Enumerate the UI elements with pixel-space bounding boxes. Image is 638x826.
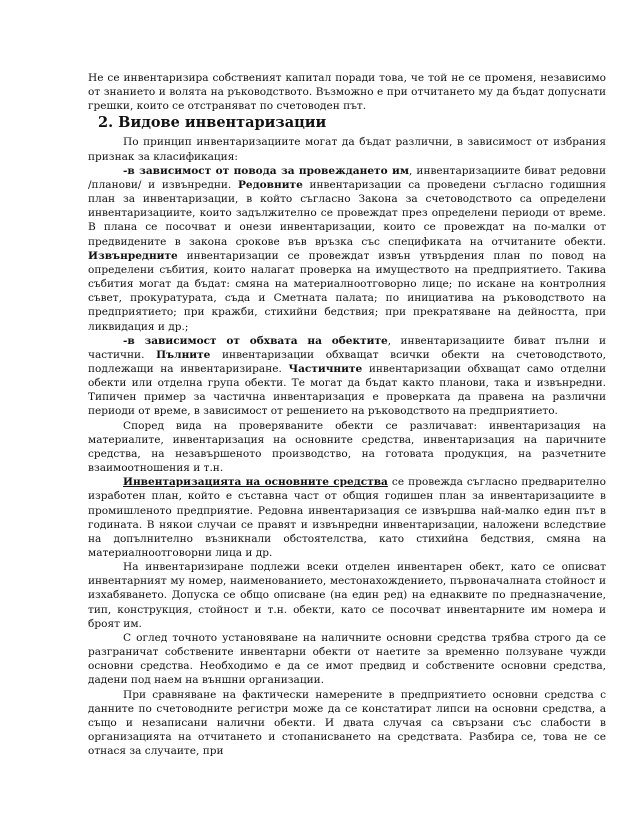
extraordinary-term: Извънредните [88,249,178,262]
occasion-lead: -в зависимост от повода за провеждането им [123,164,409,177]
comparison-paragraph: При сравняване на фактически намерените в предприятието основни средства с данните по счетоводните регистри може да се констатират липси на основни средства, а също и незаписани налични обекти. И двата случая са свързани със слабости в организацията на отчитането и стопанисването на средствата. Разбира се, това не се отнася за случаите, при [88,688,606,758]
object-types-paragraph: Според вида на проверяваните обекти се различават: инвентаризация на материалите, инвентаризация на основните средства, инвентаризация на паричните средства, на незавършеното производство, на готовата продукция, на разчетните взаимоотношения и т.н. [88,419,606,475]
occasion-text-3: инвентаризации се провеждат извън утвърдения план по повод на определени събития, които налагат проверка на имуществото на предприятието. Такива събития могат да бъдат: смяна на материалноотговорно лице; по искане на контролния съвет, прокуратурата, съда и Сметната палата; по инициатива на ръководството на предприятието; при кражби, стихийни бедствия; при прекратяване на дейността, при ликвидация и др.; [88,249,606,333]
document-page [88,71,606,758]
intro-paragraph: Не се инвентаризира собственият капитал поради това, че той не се променя, независимо от знанието и волята на ръководството. Възможно е при отчитането му да бъдат допуснати грешки, които се отстраняват по счетоводен път. [88,72,606,113]
full-term: Пълните [156,348,211,361]
section-heading: 2. Видове инвентаризации [98,114,327,132]
fixed-assets-text: се провежда съгласно предварително изработен план, който е съставна част от общия годишен план за инвентаризациите в промишленото предприятие. Редовна инвентаризация се извършва най-малко един път в годината. В някои случаи се правят и извънредни инвентаризации, наложени вследствие на допълнително възникнали обстоятелства, като стихийна бедствия, смяна на материалноотговорни лица и др. [88,476,606,559]
partial-term: Частичните [288,362,363,375]
scope-lead: -в зависимост от обхвата на обектите [123,334,388,347]
scope-text-1: , инвентаризациите биват пълни и частични. [88,334,606,361]
own-vs-rented-paragraph: С оглед точното установяване на наличните основни средства трябва строго да се разграничат собствените инвентарни обекти от наетите за временно ползуване чужди основни средства. Необходимо е да се имот предвид и собствените основни средства, дадени под наем на външни организации. [88,631,606,687]
scope-paragraph [88,334,606,419]
regular-term: Редовните [237,178,303,191]
occasion-text-1: , инвентаризациите биват редовни /планови/ и извънредни. [88,164,606,191]
scope-text-3: инвентаризации обхващат само отделни обекти или отделна група обекти. Те могат да бъдат както планови, така и извънредни. Типичен пример за частична инвентаризация е проверката да правена на различни периоди от време, в зависимост от решението на ръководството на предприятието. [88,362,606,418]
inventory-object-paragraph: На инвентаризиране подлежи всеки отделен инвентарен обект, като се описват инвентарният му номер, наименованието, местонахождението, първоначалната стойност и изхабяването. Допуска се общо описване (на един ред) на еднаквите по предназначение, тип, конструкция, стойност и т.н. обекти, като се посочват инвентарните им номера и броят им. [88,561,606,630]
fixed-assets-paragraph [88,475,606,560]
occasion-text-2: инвентаризации са проведени съгласно годишния план за инвентаризации, в който съгласно Закона за счетоводството са определени инвентаризациите, които задължително се провеждат през определени периоди от време. В плана се посочват и онези инвентаризации, които се провеждат на по-малки от предвидените в закона срокове във връзка със спецификата на отчитаните обекти. [88,178,606,248]
classification-paragraph: По принцип инвентаризациите могат да бъдат различни, в зависимост от избрания признак за класификация: [88,136,606,163]
fixed-assets-lead: Инвентаризацията на основните средства [123,476,388,489]
scope-text-2: инвентаризации обхващат всички обекти на счетоводството, подлежащи на инвентаризиране. [88,348,606,375]
occasion-paragraph [88,164,606,334]
